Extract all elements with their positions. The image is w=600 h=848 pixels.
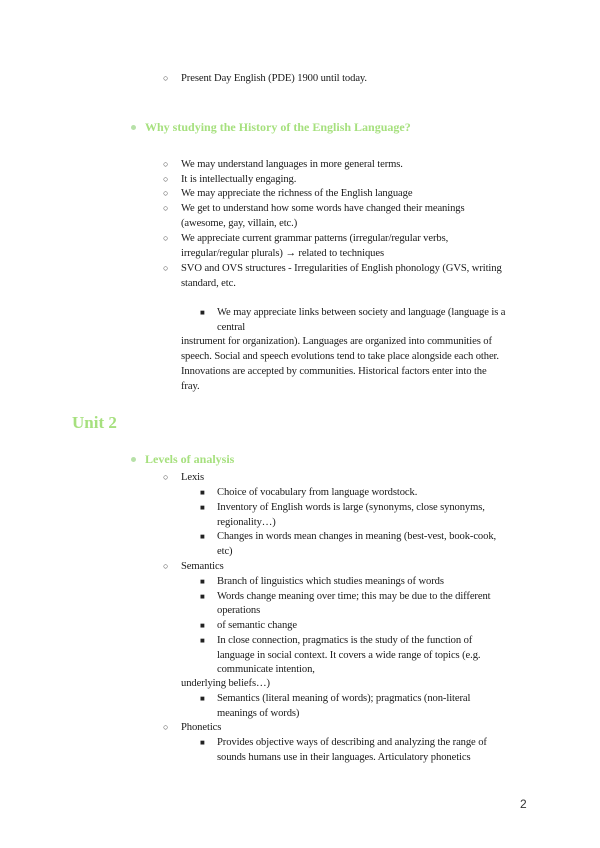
paragraph-line: underlying beliefs…) (181, 678, 270, 689)
square-bullet-icon: ■ (200, 308, 205, 317)
hollow-bullet-icon: ○ (163, 188, 169, 198)
hollow-bullet-icon: ○ (163, 203, 169, 213)
square-bullet-icon: ■ (200, 621, 205, 630)
list-item: We appreciate current grammar patterns (irregular/regular verbs, (181, 233, 449, 244)
list-item-continuation: irregular/regular plurals) → related to techniques (181, 248, 384, 259)
subsection-semantics: Semantics (181, 561, 224, 572)
list-item-continuation: (awesome, gay, villain, etc.) (181, 218, 298, 229)
hollow-bullet-icon: ○ (163, 472, 169, 482)
list-item: Choice of vocabulary from language wordstock. (217, 487, 418, 498)
square-bullet-icon: ■ (200, 577, 205, 586)
list-item: Provides objective ways of describing and analyzing the range of (217, 737, 487, 748)
list-item: In close connection, pragmatics is the study of the function of (217, 635, 473, 646)
list-item: Inventory of English words is large (synonyms, close synonyms, (217, 502, 485, 513)
paragraph-line: Innovations are accepted by communities. Historical factors enter into the (181, 366, 487, 377)
square-bullet-icon: ■ (200, 488, 205, 497)
list-item-continuation: regionality…) (217, 517, 276, 528)
list-item: SVO and OVS structures - Irregularities of English phonology (GVS, writing (181, 263, 502, 274)
list-item: Branch of linguistics which studies meanings of words (217, 576, 444, 587)
hollow-bullet-icon: ○ (163, 263, 169, 273)
list-item-continuation: operations (217, 605, 261, 616)
unit-title: Unit 2 (72, 413, 117, 432)
list-item-continuation: standard, etc. (181, 278, 236, 289)
list-item-continuation: etc) (217, 546, 233, 557)
square-bullet-icon: ■ (200, 694, 205, 703)
section-heading-levels: Levels of analysis (145, 452, 235, 466)
list-item-continuation: sounds humans use in their languages. Articulatory phonetics (217, 752, 471, 763)
list-item: Changes in words mean changes in meaning (best-vest, book-cook, (217, 531, 497, 542)
list-item-continuation: language in social context. It covers a wide range of topics (e.g. (217, 650, 481, 661)
hollow-bullet-icon: ○ (163, 233, 169, 243)
section-heading-why: Why studying the History of the English Language? (145, 120, 411, 134)
list-item-continuation: communicate intention, (217, 664, 315, 675)
hollow-bullet-icon: ○ (163, 174, 169, 184)
paragraph-line: instrument for organization). Languages are organized into communities of (181, 336, 492, 347)
hollow-bullet-icon: ○ (163, 73, 169, 83)
green-bullet-icon (131, 125, 136, 130)
page-number: 2 (520, 797, 527, 811)
subsection-phonetics: Phonetics (181, 722, 222, 733)
square-bullet-icon: ■ (200, 503, 205, 512)
green-bullet-icon (131, 457, 136, 462)
paragraph-line: speech. Social and speech evolutions tend to take place alongside each other. (181, 351, 499, 362)
list-item: We may understand languages in more general terms. (181, 159, 403, 170)
list-item: We may appreciate links between society and language (language is a (217, 307, 506, 318)
list-item: of semantic change (217, 620, 297, 631)
square-bullet-icon: ■ (200, 592, 205, 601)
list-item: Words change meaning over time; this may be due to the different (217, 591, 491, 602)
list-item-continuation: meanings of words) (217, 708, 300, 719)
hollow-bullet-icon: ○ (163, 561, 169, 571)
square-bullet-icon: ■ (200, 636, 205, 645)
subsection-lexis: Lexis (181, 472, 205, 483)
list-item: Semantics (literal meaning of words); pragmatics (non-literal (217, 693, 471, 704)
paragraph-line: fray. (181, 381, 200, 392)
list-item: Present Day English (PDE) 1900 until today. (181, 73, 367, 84)
hollow-bullet-icon: ○ (163, 159, 169, 169)
list-item: It is intellectually engaging. (181, 174, 297, 185)
square-bullet-icon: ■ (200, 738, 205, 747)
list-item: We get to understand how some words have changed their meanings (181, 203, 465, 214)
square-bullet-icon: ■ (200, 532, 205, 541)
hollow-bullet-icon: ○ (163, 722, 169, 732)
list-item-continuation: central (217, 322, 246, 333)
list-item: We may appreciate the richness of the English language (181, 188, 413, 199)
